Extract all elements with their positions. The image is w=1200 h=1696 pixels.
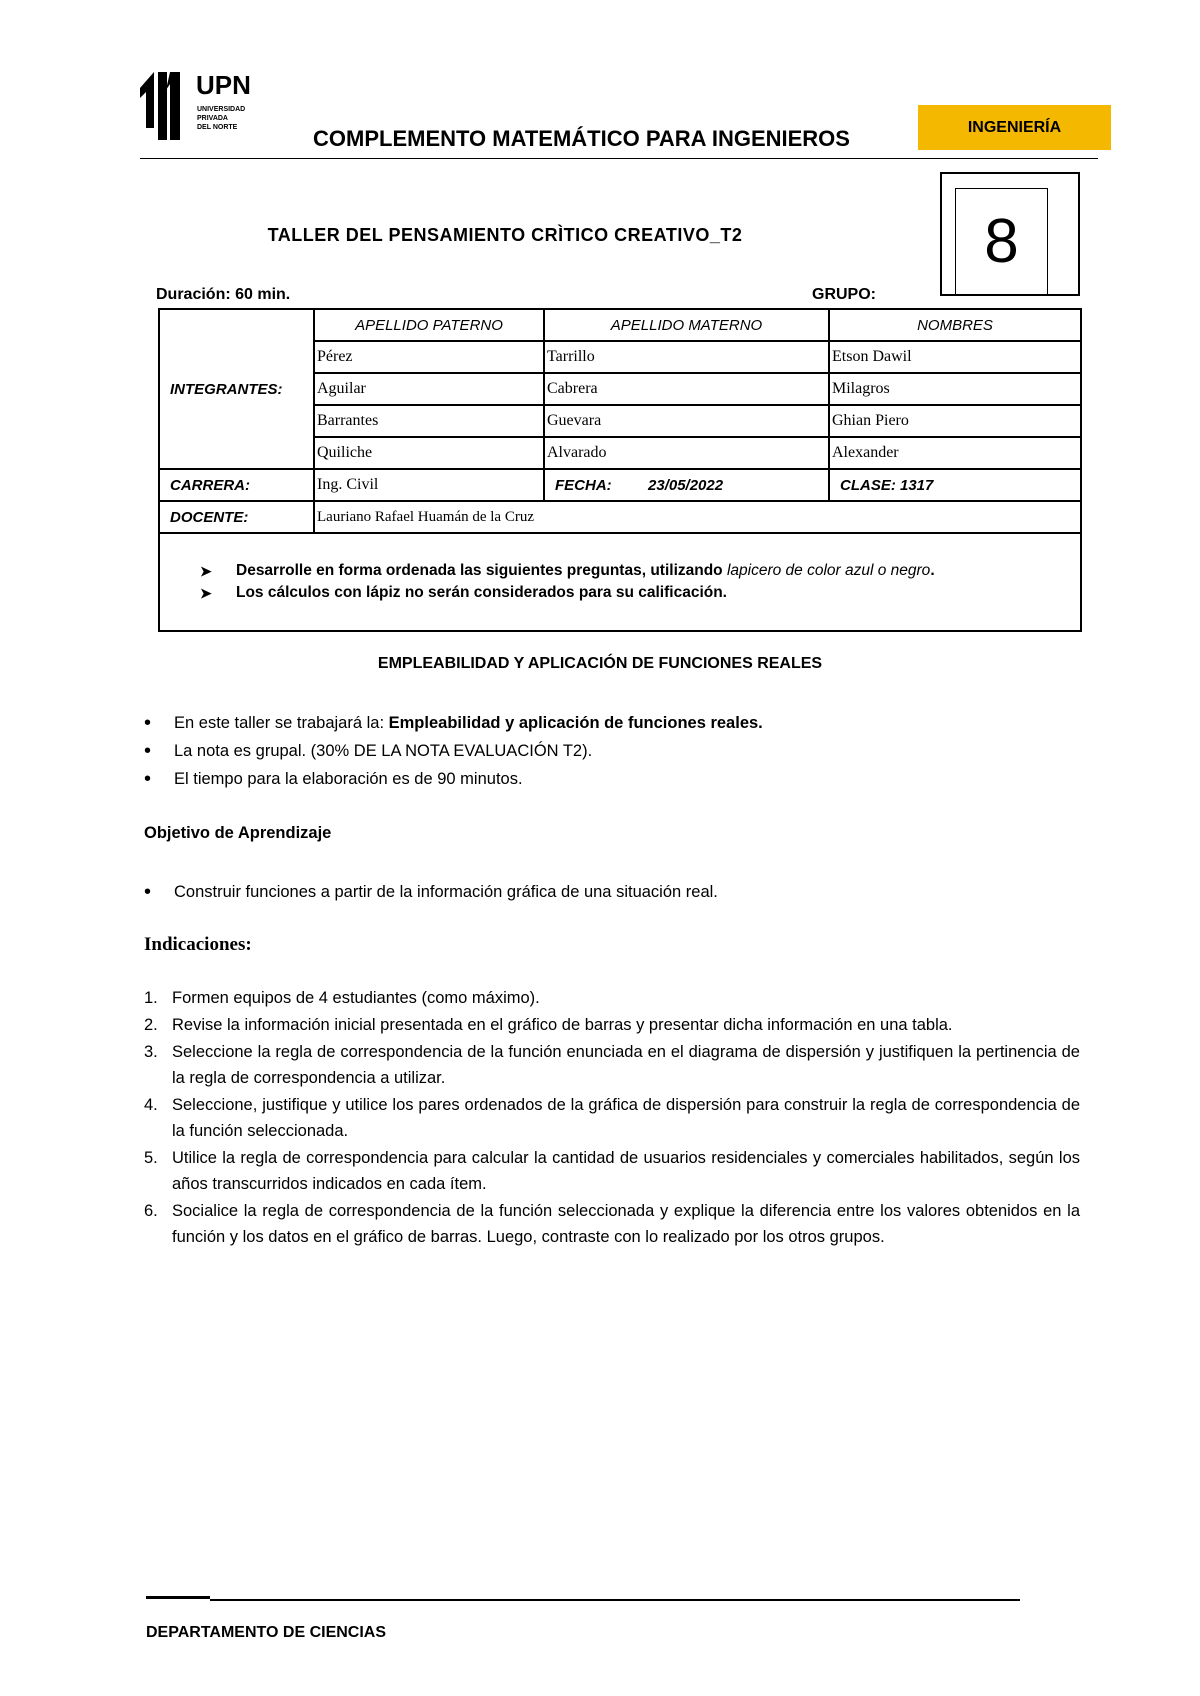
logo-subtext: PRIVADA bbox=[197, 115, 228, 122]
member-names: Milagros bbox=[829, 373, 1081, 405]
arrow-bullet-icon: ➤ bbox=[200, 562, 212, 579]
career-label: CARRERA: bbox=[159, 469, 314, 501]
column-header: APELLIDO PATERNO bbox=[314, 309, 544, 341]
list-item bbox=[144, 985, 1080, 1011]
logo-text: UPN bbox=[196, 70, 251, 100]
career-row bbox=[159, 469, 1081, 501]
member-names: Etson Dawil bbox=[829, 341, 1081, 373]
workshop-title: TALLER DEL PENSAMIENTO CRÌTICO CREATIVO_T2 bbox=[267, 225, 743, 245]
column-header: NOMBRES bbox=[829, 309, 1081, 341]
group-number: 8 bbox=[955, 188, 1048, 295]
step-text: Seleccione, justifique y utilice los pares ordenados de la gráfica de dispersión para construir la regla de correspondencia de la función seleccionada. bbox=[172, 1096, 1080, 1140]
member-maternal-surname: Cabrera bbox=[544, 373, 829, 405]
list-item bbox=[144, 1012, 1080, 1038]
duration-label: Duración: 60 min. bbox=[156, 286, 291, 303]
notes-row bbox=[159, 533, 1081, 631]
member-paternal-surname: Pérez bbox=[314, 341, 544, 373]
indications-list bbox=[144, 985, 1080, 1251]
note-item bbox=[200, 562, 1080, 580]
member-names: Alexander bbox=[829, 437, 1081, 469]
list-item bbox=[144, 1039, 1080, 1091]
teacher-value: Lauriano Rafael Huamán de la Cruz bbox=[314, 501, 1081, 533]
list-item bbox=[144, 1092, 1080, 1144]
logo-subtext: UNIVERSIDAD bbox=[197, 106, 246, 113]
step-number: 5. bbox=[144, 1149, 158, 1167]
list-item bbox=[144, 1198, 1080, 1250]
table-header-row bbox=[159, 309, 1081, 341]
note-text: . bbox=[930, 562, 935, 579]
step-text: Formen equipos de 4 estudiantes (como máximo). bbox=[172, 989, 540, 1007]
class-label: CLASE: 1317 bbox=[829, 469, 1081, 501]
step-number: 1. bbox=[144, 989, 158, 1007]
teacher-label: DOCENTE: bbox=[159, 501, 314, 533]
step-text: Revise la información inicial presentada en el gráfico de barras y presentar dicha información en una tabla. bbox=[172, 1016, 953, 1034]
member-names: Ghian Piero bbox=[829, 405, 1081, 437]
group-label: GRUPO: bbox=[812, 286, 876, 303]
member-paternal-surname: Aguilar bbox=[314, 373, 544, 405]
list-item-text: En este taller se trabajará la: bbox=[174, 714, 389, 732]
member-paternal-surname: Barrantes bbox=[314, 405, 544, 437]
note-text: Los cálculos con lápiz no serán considerados para su calificación. bbox=[236, 584, 727, 601]
indications-title: Indicaciones: bbox=[144, 934, 252, 955]
footer-divider bbox=[146, 1596, 210, 1599]
list-item: • La nota es grupal. (30% DE LA NOTA EVALUACIÓN T2). bbox=[144, 737, 763, 765]
date-cell bbox=[544, 469, 829, 501]
intro-list bbox=[144, 709, 763, 793]
step-number: 3. bbox=[144, 1043, 158, 1061]
step-number: 4. bbox=[144, 1096, 158, 1114]
step-number: 6. bbox=[144, 1202, 158, 1220]
date-value: 23/05/2022 bbox=[648, 476, 724, 494]
objective-list bbox=[144, 878, 718, 906]
member-paternal-surname: Quiliche bbox=[314, 437, 544, 469]
student-info-table bbox=[158, 308, 1082, 632]
member-maternal-surname: Guevara bbox=[544, 405, 829, 437]
area-badge: INGENIERÍA bbox=[918, 105, 1111, 150]
arrow-bullet-icon: ➤ bbox=[200, 584, 212, 601]
instructions-notes bbox=[159, 533, 1081, 631]
step-text: Socialice la regla de correspondencia de la función seleccionada y explique la diferencia entre los valores obtenidos en la función y los datos en el gráfico de barras. Luego, contraste con lo realizado por los otros grupos. bbox=[172, 1202, 1080, 1246]
objective-title: Objetivo de Aprendizaje bbox=[144, 824, 332, 842]
list-item-emphasis: Empleabilidad y aplicación de funciones reales. bbox=[388, 714, 763, 732]
note-item bbox=[200, 584, 1080, 602]
section-title: EMPLEABILIDAD Y APLICACIÓN DE FUNCIONES REALES bbox=[377, 655, 823, 672]
list-item: • Construir funciones a partir de la información gráfica de una situación real. bbox=[144, 878, 718, 906]
course-title: COMPLEMENTO MATEMÁTICO PARA INGENIEROS bbox=[313, 126, 850, 151]
footer-department: DEPARTAMENTO DE CIENCIAS bbox=[146, 1624, 387, 1641]
list-item bbox=[144, 1145, 1080, 1197]
member-maternal-surname: Tarrillo bbox=[544, 341, 829, 373]
teacher-row bbox=[159, 501, 1081, 533]
list-item bbox=[144, 709, 763, 737]
note-emphasis: lapicero de color azul o negro bbox=[726, 562, 931, 579]
career-value: Ing. Civil bbox=[314, 469, 544, 501]
header-divider bbox=[140, 158, 1098, 159]
column-header: APELLIDO MATERNO bbox=[544, 309, 829, 341]
step-text: Seleccione la regla de correspondencia de la función enunciada en el diagrama de dispersión y justifiquen la pertinencia de la regla de correspondencia a utilizar. bbox=[172, 1043, 1080, 1087]
step-text: Utilice la regla de correspondencia para calcular la cantidad de usuarios residenciales y comerciales habilitados, según los años transcurridos indicados en cada ítem. bbox=[172, 1149, 1080, 1193]
note-text: Desarrolle en forma ordenada las siguientes preguntas, utilizando bbox=[236, 562, 727, 579]
step-number: 2. bbox=[144, 1016, 158, 1034]
members-label: INTEGRANTES: bbox=[159, 309, 314, 469]
logo-subtext: DEL NORTE bbox=[197, 124, 238, 131]
footer-divider bbox=[210, 1599, 1020, 1601]
list-item: • El tiempo para la elaboración es de 90 minutos. bbox=[144, 765, 763, 793]
member-maternal-surname: Alvarado bbox=[544, 437, 829, 469]
date-label: FECHA: bbox=[555, 476, 612, 494]
